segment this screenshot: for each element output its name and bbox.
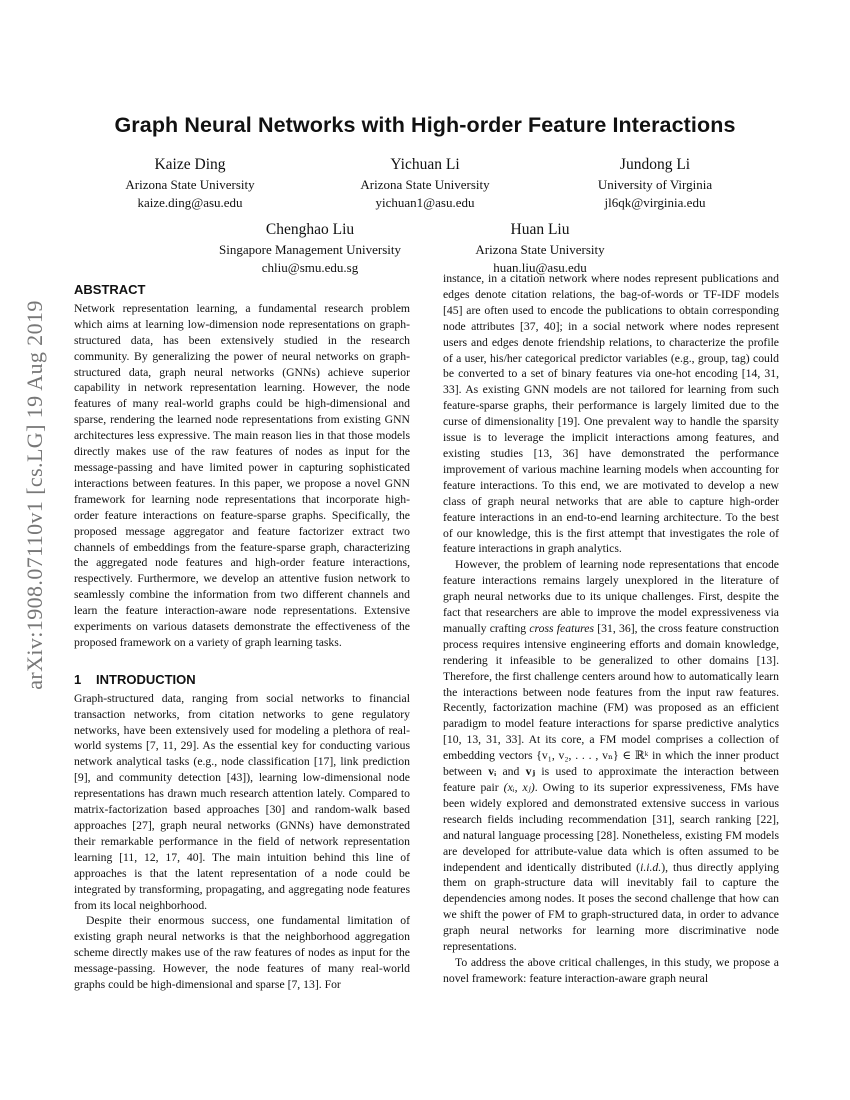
body-paragraph: instance, in a citation network where nodes represent publications and edges denote citation relations, the bag-of-words or TF-IDF models [45] are often used to encode the publications to obtain corresponding node attributes [37, 40]; in a social network where nodes represent users and edges denote friendship relations, to characterize the profile of a user, his/her categorical predictor variables (e.g., group, tag) could be converted to a set of binary features via one-hot encoding [14, 31, 33]. As existing GNN models are not tailored for learning from such feature-sparse graphs, their performance is largely limited due to the curse of dimensionality [19]. One prevalent way to handle the sparsity issue is to leverage the implicit interactions among features, and existing studies [13, 36] have demonstrated the performance improvement of various machine learning models when accounting for feature interactions. To this end, we are motivated to develop a new class of graph neural networks that are able to capture high-order feature interactions in an end-to-end learning architecture. To the best of our knowledge, this is the first attempt that investigates the role of feature interactions in graph analytics. — [443, 272, 779, 556]
intro-paragraph: Graph-structured data, ranging from social networks to financial transaction networks, from citation networks to gene regulatory networks, have been extensively used for modeling a plethora of real-world systems [7, 11, 29]. As the essential key for conducting various network analytical tasks (e.g., node classification [17], link prediction [9], and community detection [43]), learning low-dimensional node representations has drawn much research attention lately. Compared to matrix-factorization based approaches [30] and random-walk based approaches [27], graph neural networks (GNNs) have demonstrated their remarkable performance in the field of network representation learning [11, 12, 17, 40]. The main intuition behind this line of approaches is that the latent representation of a node could be integrated by transforming, propagating, and aggregating node features from its local neighborhood. — [74, 691, 410, 912]
right-column — [443, 271, 779, 987]
author-affiliation: Arizona State University — [125, 177, 255, 192]
math-expression: vᵢ — [488, 765, 497, 779]
text-run: ), thus directly applying them on graph-structure data will inevitably fail to capture the dependencies among nodes. It poses the second challenge that how can we shift the power of FM to graph-structured data, in order to advance graph neural networks for learning more discriminative node representations. — [443, 860, 779, 954]
emphasis-text: i.i.d. — [640, 860, 662, 874]
body-paragraph: To address the above critical challenges, in this study, we propose a novel framework: feature interaction-aware graph neural — [443, 955, 779, 985]
author-email: yichuan1@asu.edu — [375, 195, 475, 210]
emphasis-text: cross features — [529, 621, 595, 635]
text-run: . Owing to its superior expressiveness, FMs have been widely explored and demonstrated extensive success in various research fields including recommendation [31], search ranking [22], and natural language processing [28]. Nonetheless, existing FM models are developed for attribute-value data which is often assumed to be independent and identically distributed ( — [443, 781, 779, 874]
abstract-heading: ABSTRACT — [74, 282, 146, 297]
author-name: Jundong Li — [619, 156, 691, 173]
author-block — [200, 219, 420, 277]
author-block — [570, 154, 740, 212]
author-affiliation: Arizona State University — [475, 242, 605, 257]
body-paragraph — [443, 557, 779, 955]
author-affiliation: Singapore Management University — [219, 242, 401, 257]
author-affiliation: University of Virginia — [597, 177, 713, 192]
author-block — [340, 154, 510, 212]
text-run: is used to approximate the interaction between feature pair — [443, 765, 780, 794]
author-block — [110, 154, 270, 212]
author-email: chliu@smu.edu.sg — [261, 260, 359, 275]
author-block — [455, 219, 625, 277]
author-email: kaize.ding@asu.edu — [137, 195, 243, 210]
author-name: Yichuan Li — [390, 156, 460, 173]
left-column — [74, 282, 410, 993]
section-title: INTRODUCTION — [96, 671, 196, 687]
arxiv-identifier-text: arXiv:1908.07110v1 [cs.LG] 19 Aug 2019 — [22, 300, 48, 690]
author-affiliation: Arizona State University — [360, 177, 490, 192]
paper-title: Graph Neural Networks with High-order Feature Interactions — [114, 113, 736, 137]
text-run: and — [496, 765, 526, 779]
abstract-text: Network representation learning, a fundamental research problem which aims at learning low-dimension node representations on graph-structured data, has been extensively studied in the research community. By generalizing the power of neural networks on graph-structured data, graph neural networks (GNNs) achieve superior capability in network representation learning. However, the node features of many real-world graphs could be high-dimensional and sparse, rendering the learned node representations from existing GNN architectures less expressive. The main reason lies in that those models directly makes use of the raw features of nodes as input for the message-passing and have limited power in capturing sophisticated interactions between features. In this paper, we propose a novel GNN framework for learning node representations that incorporate high-order feature interactions on feature-sparse graphs. Specifically, the proposed message aggregator and feature factorizer extract two channels of embeddings from the feature-sparse graph, characterizing the aggregated node features and high-order feature interactions, respectively. Furthermore, we develop an attentive fusion network to seamlessly combine the information from two different channels and learn the feature interaction-aware node representations. Extensive experiments on various datasets demonstrate the effectiveness of the proposed framework on a variety of graph learning tasks. — [74, 301, 410, 649]
math-expression: (xᵢ, xⱼ) — [503, 781, 535, 794]
math-expression: vⱼ — [525, 765, 536, 779]
text-run: [31, 36], the cross feature construction process requires intensive engineering efforts and domain knowledge, rendering it infeasible to be generalized to other domains [13]. Therefore, the first challenge centers around how to automatically learn the interactions between node features from the input raw features. Recently, factorization machine (FM) was proposed as an efficient paradigm to model feature interactions for sparse predictive analytics [10, 13, 31, 33]. At its core, a FM model comprises a collection of embedding vectors — [443, 621, 779, 763]
text-run: However, the problem of learning node representations that encode feature interactions remains largely unexplored in the literature of graph neural networks due to its unique challenges. First, despite the fact that researchers are able to improve the model expressiveness via manually crafting — [443, 558, 779, 635]
author-name: Huan Liu — [510, 221, 570, 238]
author-name: Kaize Ding — [154, 156, 226, 173]
introduction-heading — [74, 672, 410, 688]
math-expression: {v₁, v₂, . . . , vₙ} ∈ ℝᵏ — [536, 749, 649, 763]
intro-paragraph: Despite their enormous success, one fundamental limitation of existing graph neural networks is that the neighborhood aggregation scheme directly makes use of the raw features of nodes as input for the message-passing. However, the node features of many real-world graphs could be high-dimensional and sparse [7, 13]. For — [74, 914, 410, 992]
author-email: jl6qk@virginia.edu — [604, 195, 706, 210]
arxiv-identifier — [22, 290, 48, 700]
author-email: huan.liu@asu.edu — [493, 260, 587, 275]
section-number: 1 — [74, 671, 82, 687]
text-run: in which the inner product between — [443, 749, 779, 779]
author-name: Chenghao Liu — [265, 221, 355, 238]
